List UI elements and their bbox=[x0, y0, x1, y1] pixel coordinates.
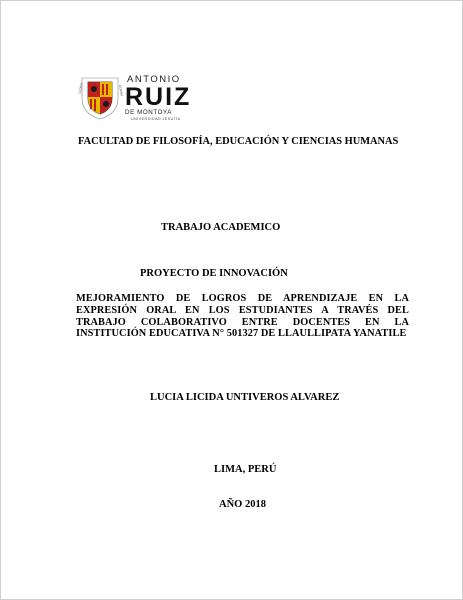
university-logo bbox=[78, 72, 193, 120]
work-type: TRABAJO ACADEMICO bbox=[161, 222, 281, 233]
svg-text:GLORIA: GLORIA bbox=[77, 82, 84, 95]
logo-line-antonio: ANTONIO bbox=[127, 74, 181, 85]
thesis-title: MEJORAMIENTO DE LOGROS DE APRENDIZAJE EN LA EXPRESIÓN ORAL EN LOS ESTUDIANTES A TRAVÉS DEL TRABAJO COLABORATIVO ENTRE DOCENTES EN LA INSTITUCIÓN EDUCATIVA N° 501327 DE LLAULLIPATA YANATILE bbox=[76, 293, 409, 340]
logo-line-ruiz: RUIZ bbox=[125, 83, 192, 111]
year: AÑO 2018 bbox=[219, 499, 266, 510]
author-name: LUCIA LICIDA UNTIVEROS ALVAREZ bbox=[150, 392, 340, 403]
svg-text:DOMINI: DOMINI bbox=[117, 84, 124, 97]
shield-icon bbox=[78, 72, 122, 120]
place: LIMA, PERÚ bbox=[214, 464, 277, 475]
logo-line-university: UNIVERSIDAD JESUITA bbox=[131, 117, 181, 121]
logo-line-montoya: DE MONTOYA bbox=[125, 109, 173, 116]
project-type: PROYECTO DE INNOVACIÓN bbox=[140, 268, 288, 279]
faculty-heading: FACULTAD DE FILOSOFÍA, EDUCACIÓN Y CIENCIAS HUMANAS bbox=[78, 136, 399, 147]
